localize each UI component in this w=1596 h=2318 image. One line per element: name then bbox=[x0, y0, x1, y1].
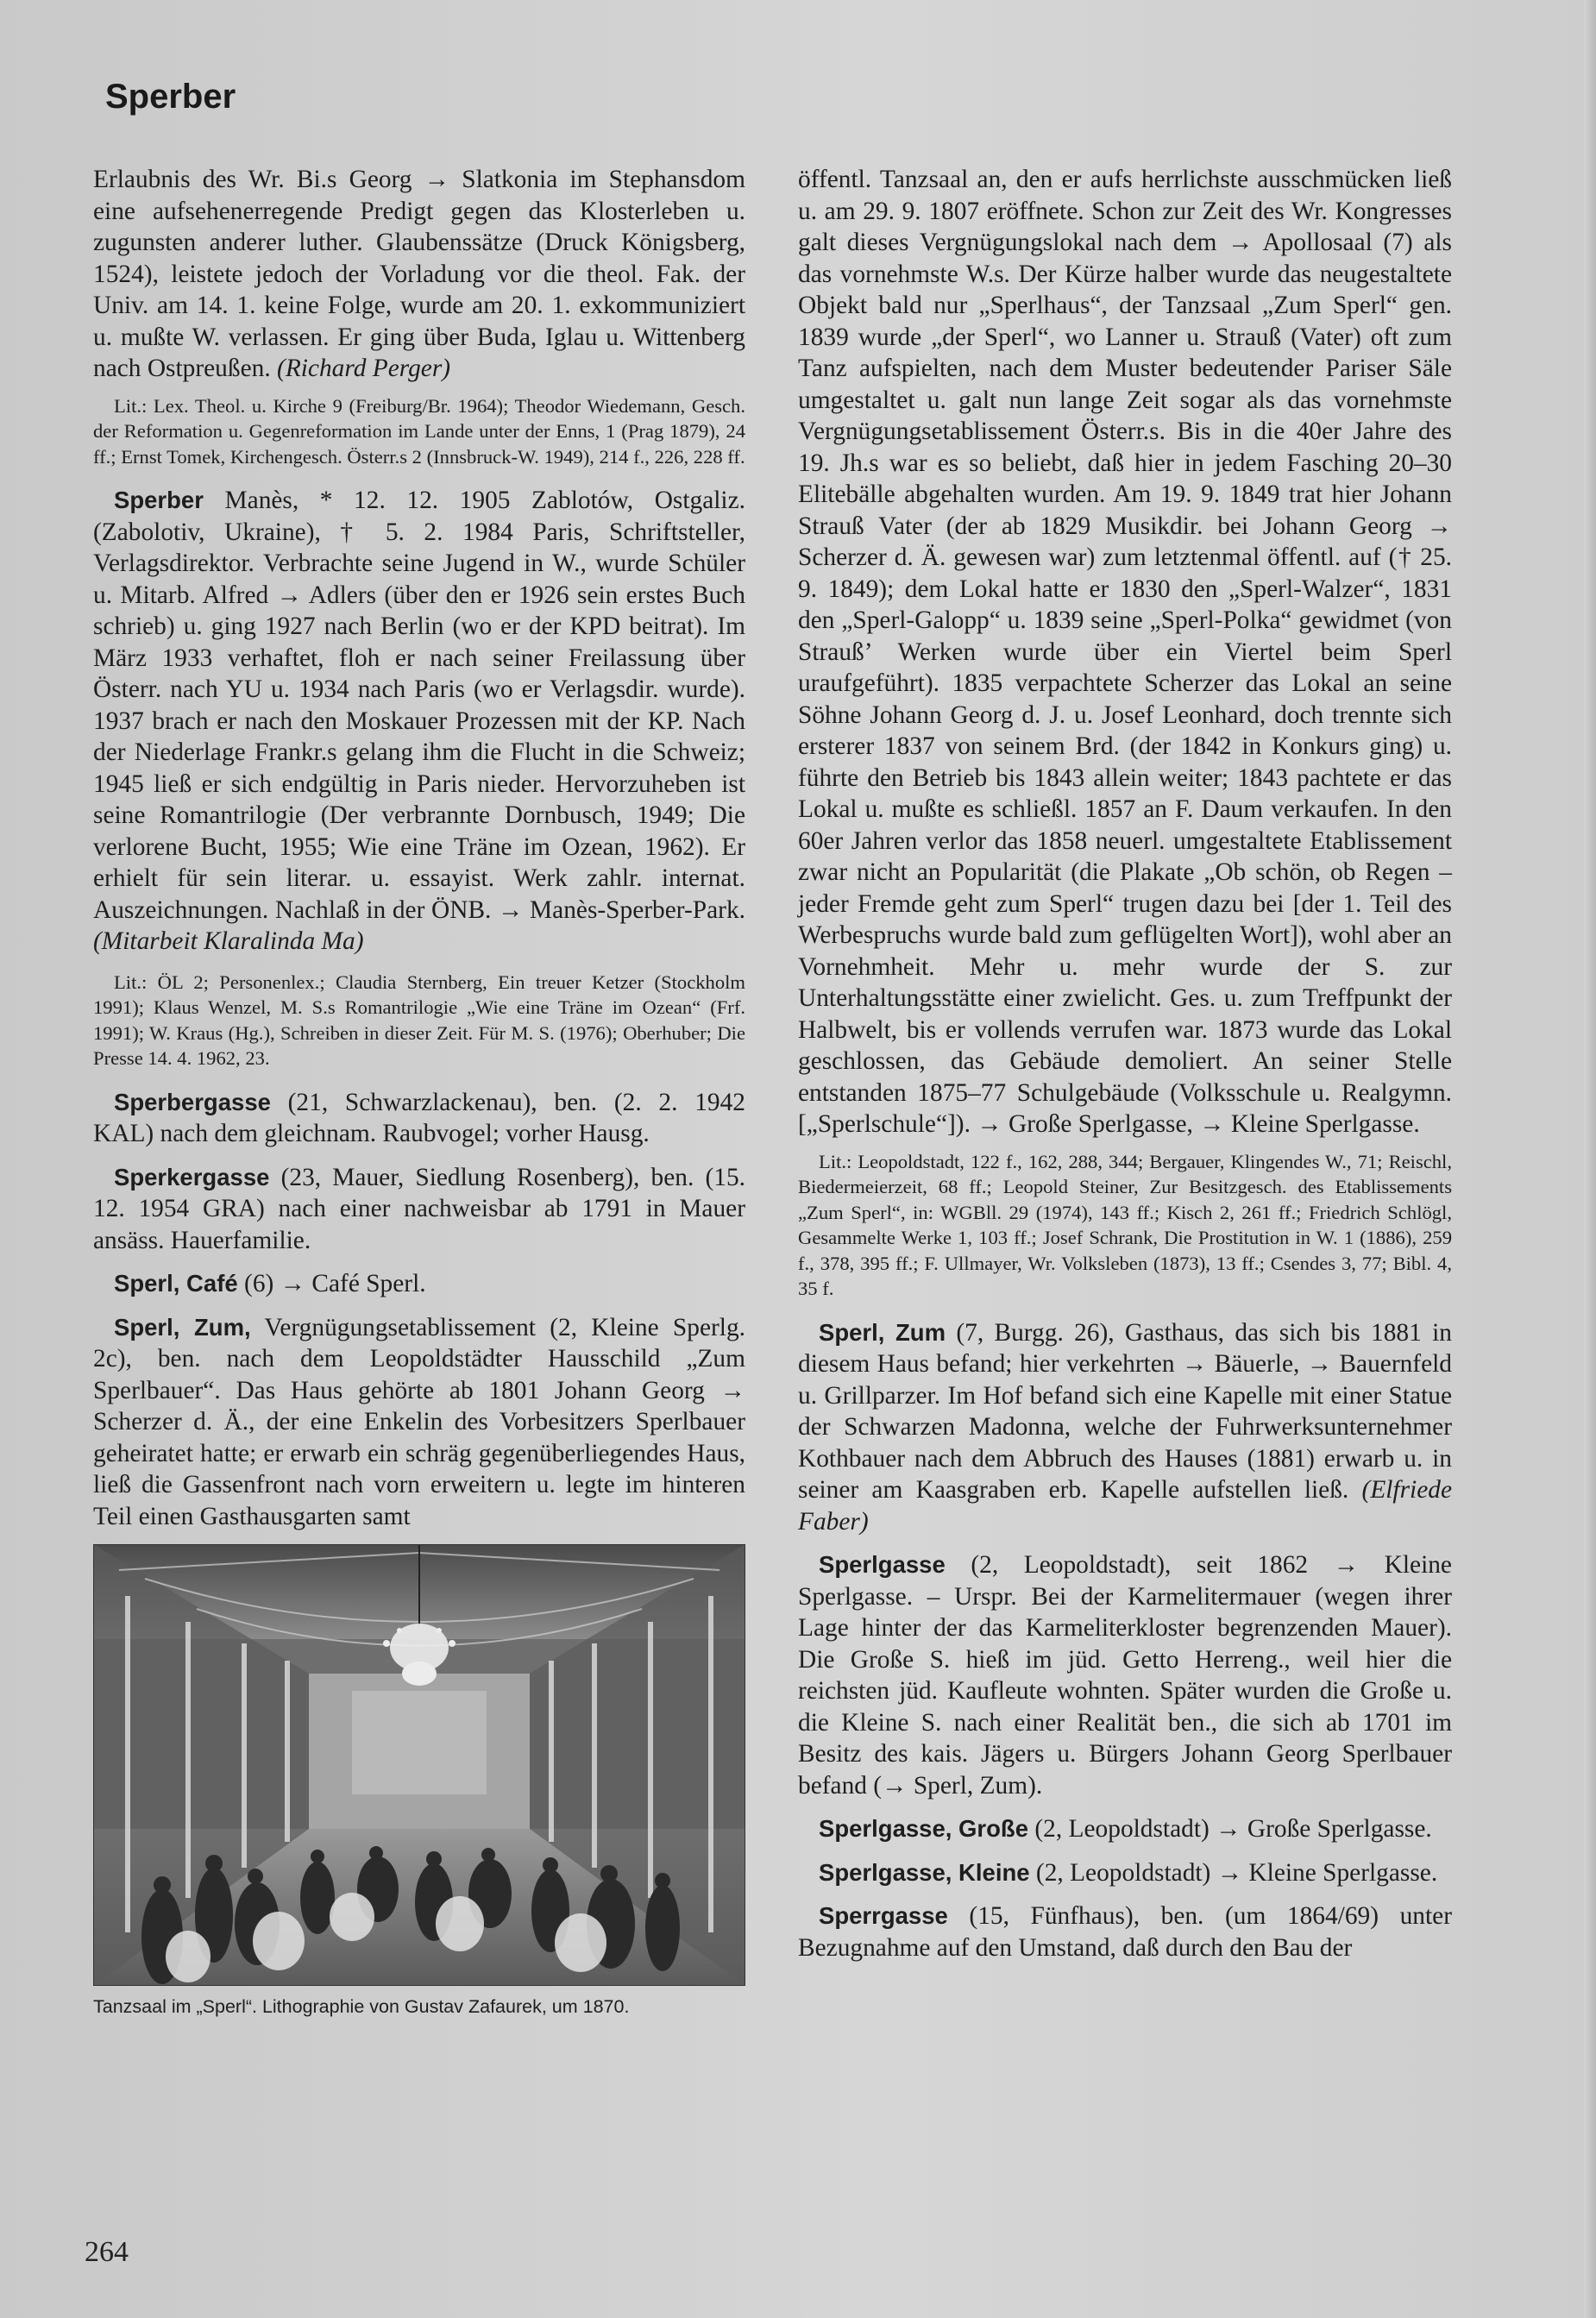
entry-sperl-cafe bbox=[93, 1268, 745, 1300]
entry-text: Erlaubnis des Wr. Bi.s Georg → Slatkonia im Stephansdom eine aufsehenerregende Predigt gegen das Klosterleben u. zugunsten anderer luther. Glaubenssätze (Druck Königsberg, 1524), leistete jedoch der Vorladung vor die theol. Fak. der Univ. am 14. 1. keine Folge, wurde am 20. 1. exkommuniziert u. mußte W. verlassen. Er ging über Buda, Iglau u. Wittenberg nach Ostpreußen. bbox=[93, 166, 745, 382]
literature-note: Lit.: Lex. Theol. u. Kirche 9 (Freiburg/Br. 1964); Theodor Wiedemann, Gesch. der Reformation u. Gegenreformation im Lande unter der Enns, 1 (Prag 1879), 24 ff.; Ernst Tomek, Kirchengesch. Österr.s 2 (Innsbruck-W. 1949), 214 f., 226, 228 ff. bbox=[93, 394, 745, 468]
entry-continuation bbox=[93, 164, 745, 385]
literature-note: Lit.: Leopoldstadt, 122 f., 162, 288, 344; Bergauer, Klingendes W., 71; Reischl, Biedermeierzeit, 68 ff.; Leopold Steiner, Zur Besitzgesch. des Etablissements „Zum Sperl“, in: WGBll. 29 (1974), 143 ff.; Kisch 2, 261 ff.; Friedrich Schlögl, Gesammelte Werke 1, 103 ff.; Josef Schrank, Die Prostitution in W. 1 (1886), 259 f., 378, 395 ff.; F. Ullmayer, Wr. Volksleben (1873), 13 ff.; Csendes 3, 77; Bibl. 4, 35 f. bbox=[798, 1150, 1452, 1299]
entry-text: (23, Mauer, Siedlung Rosenberg), ben. (15. 12. 1954 GRA) nach einer nachweisbar ab 1791 in Mauer ansäss. Hauerfamilie. bbox=[93, 1163, 745, 1254]
entry-text: Vergnügungsetablissement (2, Kleine Sperlg. 2c), ben. nach dem Leopoldstädter Hausschild „Zum Sperlbauer“. Das Haus gehörte ab 1801 Johann Georg → Scherzer d. Ä., der eine Enkelin des Vorbesitzers Sperlbauer geheiratet hatte; er erwarb ein schräg gegenüberliegendes Haus, ließ die Gassenfront nach vorn erweitern u. legte im hinteren Teil einen Gasthausgarten samt bbox=[93, 1313, 745, 1530]
entry-text: (21, Schwarzlackenau), ben. (2. 2. 1942 KAL) nach dem gleichnam. Raubvogel; vorher Hausg. bbox=[93, 1088, 745, 1147]
ballroom-lithograph-figure bbox=[93, 1544, 745, 2017]
entry-headword: Sperl, Café bbox=[114, 1270, 238, 1297]
running-head: Sperber bbox=[105, 78, 236, 116]
page-number: 264 bbox=[85, 2236, 129, 2268]
left-column bbox=[93, 164, 745, 2017]
entry-headword: Sperlgasse, Kleine bbox=[819, 1858, 1030, 1886]
entry-text: (2, Leopoldstadt), seit 1862 → Kleine Sperlgasse. – Urspr. Bei der Karmelitermauer (wegen ihrer Lage hinter der das Karmeliterkloster begrenzenden Mauer). Die Große S. hieß im jüd. Getto Herreng., weil hier die reichsten jüd. Kaufleute wohnten. Später wurden die Große u. die Kleine S. nach einer Realität ben., die sich ab 1701 im Besitz des kais. Jägers u. Bürgers Johann Georg Sperlbauer befand (→ Sperl, Zum). bbox=[798, 1551, 1452, 1800]
entry-text: (2, Leopoldstadt) → Große Sperlgasse. bbox=[1034, 1815, 1432, 1843]
entry-headword: Sperl, Zum, bbox=[114, 1313, 251, 1341]
entry-sperl-zum-burggasse bbox=[798, 1317, 1452, 1538]
entry-text: Manès, * 12. 12. 1905 Zablotów, Ostgaliz. (Zabolotiv, Ukraine), † 5. 2. 1984 Paris, Schriftsteller, Verlagsdirektor. Verbrachte seine Jugend in W., wurde Schüler u. Mitarb. Alfred → Adlers (über den er 1926 sein erstes Buch schrieb) u. ging 1927 nach Berlin (wo er der KPD beitrat). Im März 1933 verhaftet, floh er nach seiner Freilassung über Österr. nach YU u. 1934 nach Paris (wo er Verlagsdir. wurde). 1937 brach er nach den Moskauer Prozessen mit der KP. Nach der Niederlage Frankr.s gelang ihm die Flucht in die Schweiz; 1945 ließ er sich endgültig in Paris nieder. Hervorzuheben ist seine Romantrilogie (Der verbrannte Dornbusch, 1949; Die verlorene Bucht, 1955; Wie eine Träne im Ozean, 1962). Er erhielt für sein literar. u. essayist. Werk zahlr. internat. Auszeichnungen. Nachlaß in der ÖNB. → Manès-Sperber-Park. bbox=[93, 487, 745, 924]
entry-author: (Richard Perger) bbox=[277, 355, 451, 382]
entry-sperber bbox=[93, 485, 745, 958]
ballroom-lithograph-image bbox=[93, 1544, 745, 1986]
entry-text: (2, Leopoldstadt) → Kleine Sperlgasse. bbox=[1035, 1858, 1438, 1887]
literature-note: Lit.: ÖL 2; Personenlex.; Claudia Sternberg, Ein treuer Ketzer (Stockholm 1991); Klaus Wenzel, M. S.s Romantrilogie „Wie eine Träne im Ozean“ (Frf. 1991); W. Kraus (Hg.), Schreiben in dieser Zeit. Für M. S. (1976); Oberhuber; Die Presse 14. 4. 1962, 23. bbox=[93, 971, 745, 1069]
entry-headword: Sperkergasse bbox=[114, 1163, 270, 1190]
entry-headword: Sperrgasse bbox=[819, 1902, 948, 1929]
entry-text: (6) → Café Sperl. bbox=[244, 1270, 426, 1297]
entry-text: (7, Burgg. 26), Gasthaus, das sich bis 1881 in diesem Haus befand; hier verkehrten → Bäuerle, → Bauernfeld u. Grillparzer. Im Hof befand sich eine Kapelle mit einer Statue der Schwarzen Madonna, welche der Fuhrwerksunternehmer Kothbauer nach dem Abbruch des Hauses (1881) erwarb u. in seiner am Kaasgraben erb. Kapelle aufstellen ließ. bbox=[798, 1318, 1452, 1504]
entry-continuation: öffentl. Tanzsaal an, den er aufs herrlichste ausschmücken ließ u. am 29. 9. 1807 eröffnete. Schon zur Zeit des Wr. Kongresses galt dieses Vergnügungslokal nach dem → Apollosaal (7) als das vornehmste W.s. Der Kürze halber wurde das neugestaltete Objekt bald nur „Sperlhaus“, der Tanzsaal „Zum Sperl“ gen. 1839 wurde „der Sperl“, wo Lanner u. Strauß (Vater) oft zum Tanz aufspielten, nach dem Muster bedeutender Pariser Säle umgestaltet u. galt nun lange Zeit sogar als das vornehmste Vergnügungsetablissement Österr.s. Bis in die 40er Jahre des 19. Jh.s war es so beliebt, daß hier in jedem Fasching 20–30 Elitebälle abgehalten wurden. Am 19. 9. 1849 trat hier Johann Strauß Vater (der ab 1829 Musikdir. bei Johann Georg → Scherzer d. Ä. gewesen war) zum letztenmal öffentl. auf († 25. 9. 1849); dem Lokal hatte er 1830 den „Sperl-Walzer“, 1831 den „Sperl-Galopp“ u. 1839 seine „Sperl-Polka“ gewidmet (von Strauß’ Werken wurde über ein Viertel beim Sperl uraufgeführt). 1835 verpachtete Scherzer das Lokal an seine Söhne Johann Georg d. J. u. Josef Leonhard, doch trennte sich ersterer 1837 von seinem Brd. (der 1842 in Konkurs ging) u. führte den Betrieb bis 1843 allein weiter; 1843 pachtete er das Lokal u. mußte es schließl. 1857 an F. Daum verkaufen. In den 60er Jahren verlor das 1858 neuerl. umgestaltete Etablissement zwar nicht an Popularität (die Plakate „Ob schön, ob Regen – jeder Fremde geht zum Sperl“ trugen dazu bei [der 1. Teil des Werbespruchs wurde bald zum geflügelten Wort]), wohl aber an Vornehmheit. Mehr u. mehr wurde der S. zur Unterhaltungsstätte einer zwielicht. Ges. u. zum Treffpunkt der Halbwelt, bis er vollends verrufen war. 1873 wurde das Lokal geschlossen, das Gebäude demoliert. An seiner Stelle entstanden 1875–77 Schulgebäude (Volksschule u. Realgymn. [„Sperlschule“]). → Große Sperlgasse, → Kleine Sperlgasse. bbox=[798, 166, 1452, 1138]
entry-headword: Sperber bbox=[114, 487, 204, 513]
entry-author: (Mitarbeit Klaralinda Ma) bbox=[93, 927, 364, 955]
entry-sperlgasse bbox=[798, 1549, 1452, 1801]
entry-headword: Sperbergasse bbox=[114, 1088, 271, 1115]
entry-sperlgasse-grosse bbox=[798, 1813, 1452, 1845]
entry-headword: Sperl, Zum bbox=[819, 1318, 946, 1346]
entry-headword: Sperlgasse, Große bbox=[819, 1815, 1029, 1842]
entry-text: (15, Fünfhaus), ben. (um 1864/69) unter Bezugnahme auf den Umstand, daß durch den Bau der bbox=[798, 1902, 1452, 1962]
entry-sperbergasse bbox=[93, 1087, 745, 1150]
entry-sperrgasse bbox=[798, 1900, 1452, 1963]
entry-headword: Sperlgasse bbox=[819, 1551, 946, 1578]
entry-sperl-zum bbox=[93, 1312, 745, 1533]
figure-caption: Tanzsaal im „Sperl“. Lithographie von Gustav Zafaurek, um 1870. bbox=[93, 1996, 630, 2017]
entry-sperlgasse-kleine bbox=[798, 1857, 1452, 1889]
entry-author: (Elfriede Faber) bbox=[798, 1476, 1452, 1536]
entry-sperkergasse bbox=[93, 1162, 745, 1257]
right-column bbox=[798, 164, 1452, 1976]
book-spine-shadow bbox=[1584, 0, 1596, 2318]
